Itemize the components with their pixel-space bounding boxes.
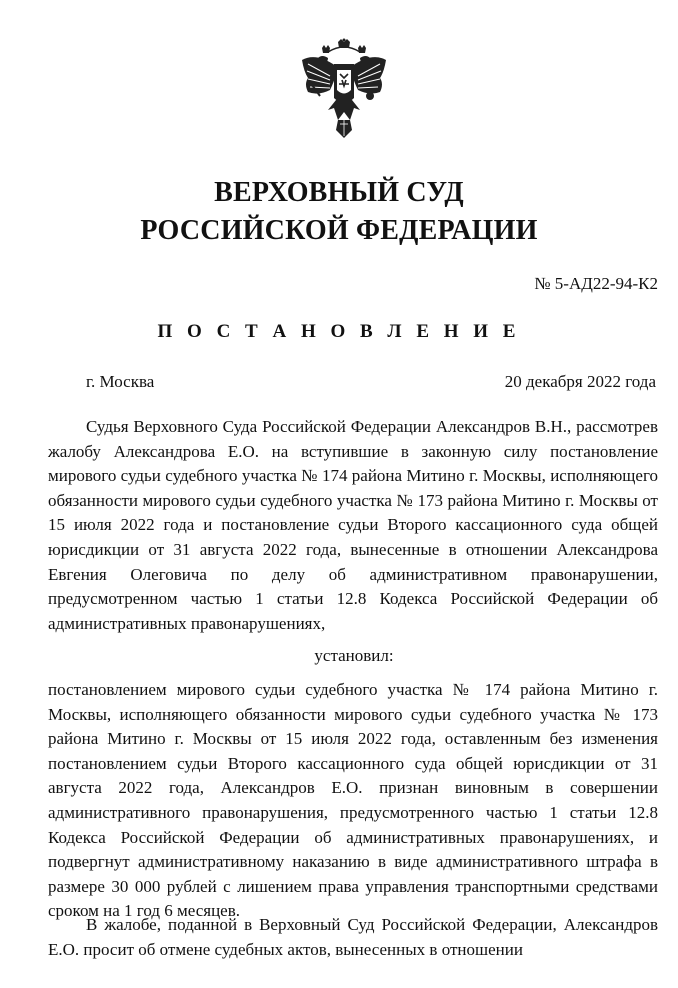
court-name-line-1: ВЕРХОВНЫЙ СУД xyxy=(214,177,464,208)
russian-coat-of-arms-icon xyxy=(298,38,390,140)
case-number: № 5-АД22-94-К2 xyxy=(534,274,658,293)
established-heading: установил: xyxy=(314,646,394,665)
body-paragraph-2: В жалобе, поданной в Верховный Суд Российской Федерации, Александров Е.О. просит об отмене судебных актов, вынесенных в отношении xyxy=(48,915,658,959)
document-type-heading: П О С Т А Н О В Л Е Н И Е xyxy=(157,321,521,342)
body-paragraph-1: постановлением мирового судьи судебного участка № 174 района Митино г. Москвы, исполняющего обязанности мирового судьи судебного участка № 173 района Митино г. Москвы от 15 июля 2022 года, оставленным без изменения постановлением судьи Второго кассационного суда общей юрисдикции от 31 августа 2022 года, Александров Е.О. признан виновным в совершении административного правонарушения, предусмотренного частью 1 статьи 12.8 Кодекса Российской Федерации об административных правонарушениях, и подвергнут административному наказанию в виде административного штрафа в размере 30 000 рублей с лишением права управления транспортными средствами сроком на 1 год 6 месяцев. xyxy=(48,680,658,921)
court-name-line-2: РОССИЙСКОЙ ФЕДЕРАЦИИ xyxy=(140,215,538,246)
intro-paragraph: Судья Верховного Суда Российской Федерации Александров В.Н., рассмотрев жалобу Александрова Е.О. на вступившие в законную силу постановление мирового судьи судебного участка № 174 района Митино г. Москвы, исполняющего обязанности мирового судьи судебного участка № 173 района Митино г. Москвы от 15 июля 2022 года и постановление судьи Второго кассационного суда общей юрисдикции от 31 августа 2022 года, вынесенные в отношении Александрова Евгения Олеговича по делу об административном правонарушении, предусмотренном частью 1 статьи 12.8 Кодекса Российской Федерации об административных правонарушениях, xyxy=(48,417,658,633)
city: г. Москва xyxy=(86,372,155,391)
document-date: 20 декабря 2022 года xyxy=(504,372,656,391)
